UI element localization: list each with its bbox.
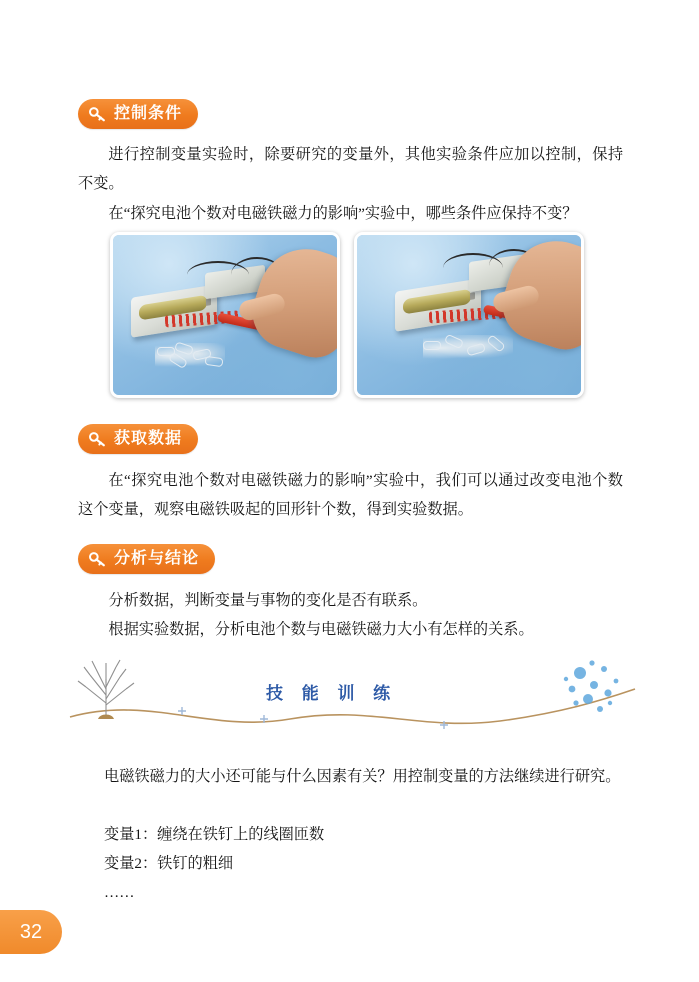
exercise-item-1: 变量1：缠绕在铁钉上的线圈匝数 <box>104 826 325 843</box>
section-heading-label: 获取数据 <box>114 430 183 447</box>
section-heading-control-conditions <box>78 99 198 129</box>
paper-clips-group <box>155 343 225 369</box>
section-heading-collect-data <box>78 424 198 454</box>
key-icon <box>88 429 108 449</box>
paragraph-control-2: 在“探究电池个数对电磁铁磁力的影响”实验中，哪些条件应保持不变？ <box>108 205 578 222</box>
paper-clips-group <box>423 335 513 361</box>
paper-clip <box>174 341 194 355</box>
section-heading-analysis <box>78 544 215 574</box>
skill-training-banner <box>60 655 640 745</box>
section-heading-label: 控制条件 <box>114 105 183 122</box>
key-icon <box>88 104 108 124</box>
paper-clip <box>423 341 441 350</box>
exercise-item-3: …… <box>104 884 135 901</box>
exercise-prompt: 电磁铁磁力的大小还可能与什么因素有关？用控制变量的方法继续进行研究。 <box>104 768 621 785</box>
page-number: 32 <box>0 910 62 954</box>
experiment-photo-left <box>110 232 340 398</box>
paragraph-collect-1: 在“探究电池个数对电磁铁磁力的影响”实验中，我们可以通过改变电池个数这个变量，观察电磁铁吸起的回形针个数，得到实验数据。 <box>78 472 623 518</box>
bubbles-decoration <box>564 660 619 712</box>
experiment-photo-right <box>354 232 584 398</box>
exercise-item-2: 变量2：铁钉的粗细 <box>104 855 234 872</box>
paper-clip <box>204 356 223 367</box>
paper-clip <box>168 352 188 369</box>
paper-clip <box>486 334 506 352</box>
paragraph-analysis-1: 分析数据，判断变量与事物的变化是否有联系。 <box>108 592 428 609</box>
paragraph-analysis-2: 根据实验数据，分析电池个数与电磁铁磁力大小有怎样的关系。 <box>108 621 534 638</box>
paragraph-control-1: 进行控制变量实验时，除要研究的变量外，其他实验条件应加以控制，保持不变。 <box>78 146 623 192</box>
key-icon <box>88 549 108 569</box>
paper-clip <box>466 343 486 357</box>
banner-dashes <box>178 707 448 729</box>
paper-clip <box>444 334 464 350</box>
photo-row <box>110 232 584 398</box>
section-heading-label: 分析与结论 <box>114 550 200 567</box>
banner-title: 技 能 训 练 <box>266 684 398 703</box>
